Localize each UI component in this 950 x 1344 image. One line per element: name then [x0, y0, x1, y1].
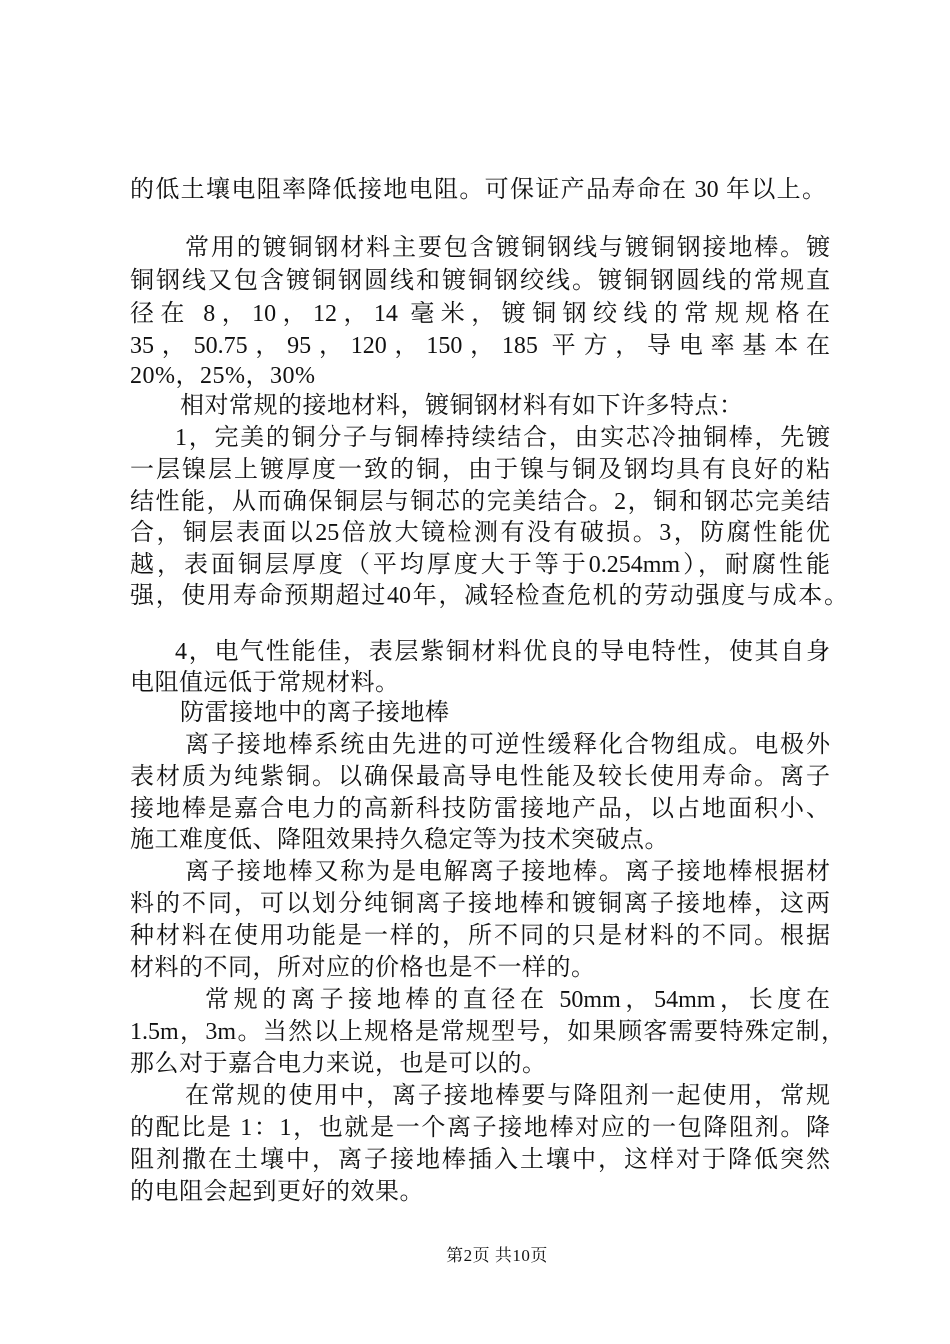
- text-line: 的低土壤电阻率降低接地电阻。可保证产品寿命在 30 年以上。: [130, 177, 826, 203]
- text-line: 种材料在使用功能是一样的，所不同的只是材料的不同。根据: [130, 923, 830, 949]
- text-line: 的电阻会起到更好的效果。: [130, 1179, 424, 1205]
- text-line: 结性能，从而确保铜层与铜芯的完美结合。2，铜和钢芯完美结: [130, 489, 830, 515]
- section-heading: 防雷接地中的离子接地棒: [180, 700, 450, 726]
- text-line: 离子接地棒又称为是电解离子接地棒。离子接地棒根据材: [185, 859, 830, 885]
- text-line: 接地棒是嘉合电力的高新科技防雷接地产品，以占地面积小、: [130, 796, 830, 822]
- text-line: 表材质为纯紫铜。以确保最高导电性能及较长使用寿命。离子: [130, 764, 830, 790]
- text-line: 强，使用寿命预期超过40年，减轻检查危机的劳动强度与成本。: [130, 583, 848, 609]
- text-line: 相对常规的接地材料，镀铜钢材料有如下许多特点：: [180, 393, 744, 419]
- text-line: 4，电气性能佳，表层紫铜材料优良的导电特性，使其自身: [175, 639, 830, 665]
- text-line: 的配比是 1：1，也就是一个离子接地棒对应的一包降阻剂。降: [130, 1115, 830, 1141]
- text-line: 越，表面铜层厚度（平均厚度大于等于0.254mm），耐腐性能: [130, 552, 830, 578]
- page-number-footer: 第2页 共10页: [446, 1246, 548, 1265]
- text-line: 常规的离子接地棒的直径在 50mm，54mm，长度在: [205, 987, 830, 1013]
- text-line: 35，50.75，95，120，150，185 平方，导电率基本在: [130, 333, 830, 359]
- text-line: 料的不同，可以划分纯铜离子接地棒和镀铜离子接地棒，这两: [130, 891, 830, 917]
- text-line: 电阻值远低于常规材料。: [130, 670, 400, 696]
- text-line: 合，铜层表面以25倍放大镜检测有没有破损。3，防腐性能优: [130, 520, 830, 546]
- text-line: 铜钢线又包含镀铜钢圆线和镀铜钢绞线。镀铜钢圆线的常规直: [130, 268, 830, 294]
- text-line: 20%，25%，30%: [130, 363, 316, 389]
- text-line: 在常规的使用中，离子接地棒要与降阻剂一起使用，常规: [185, 1083, 830, 1109]
- text-line: 那么对于嘉合电力来说，也是可以的。: [130, 1051, 547, 1077]
- text-line: 离子接地棒系统由先进的可逆性缓释化合物组成。电极外: [185, 732, 830, 758]
- text-line: 1，完美的铜分子与铜棒持续结合，由实芯冷抽铜棒，先镀: [175, 425, 830, 451]
- text-line: 1.5m，3m。当然以上规格是常规型号，如果顾客需要特殊定制，: [130, 1019, 845, 1045]
- text-line: 径在 8，10，12，14 毫米，镀铜钢绞线的常规规格在: [130, 301, 830, 327]
- text-line: 一层镍层上镀厚度一致的铜，由于镍与铜及钢均具有良好的粘: [130, 457, 830, 483]
- text-line: 常用的镀铜钢材料主要包含镀铜钢线与镀铜钢接地棒。镀: [185, 235, 830, 261]
- text-line: 阻剂撒在土壤中，离子接地棒插入土壤中，这样对于降低突然: [130, 1147, 830, 1173]
- text-line: 材料的不同，所对应的价格也是不一样的。: [130, 955, 596, 981]
- text-line: 施工难度低、降阻效果持久稳定等为技术突破点。: [130, 827, 669, 853]
